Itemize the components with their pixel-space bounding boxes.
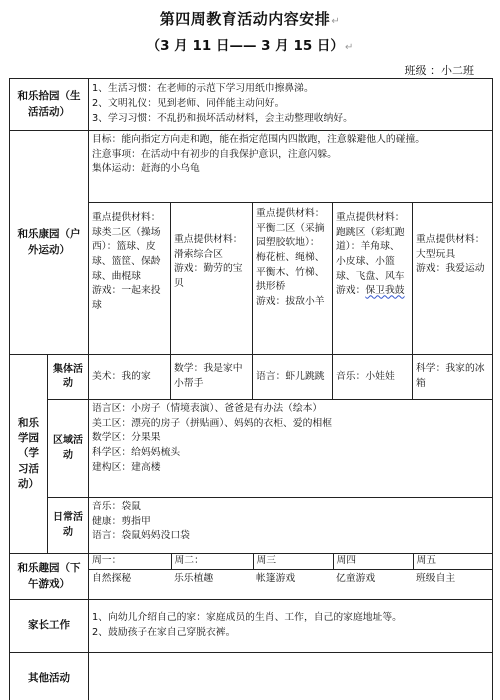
parents-row <box>10 600 493 653</box>
learning-area-label: 区域活动 <box>48 400 89 498</box>
games-day-4: 周四 <box>333 554 413 569</box>
outdoor-area-3 <box>253 203 333 355</box>
learning-group-cell-4: 音乐：小娃娃 <box>333 355 413 400</box>
learning-group-cell-2: 数学：我是家中小帮手 <box>171 355 253 400</box>
games-days <box>89 554 493 600</box>
learning-area-line-2: 美工区：漂亮的房子（拼贴画）、妈妈的衣柜、爱的相框 <box>92 417 333 429</box>
outdoor-area-4-game: 游戏：保卫我鼓 <box>336 285 405 297</box>
learning-daily-content <box>89 498 493 554</box>
life-content <box>89 79 493 131</box>
parents-line-2: 2、鼓励孩子在家自己穿脱衣裤。 <box>92 627 236 638</box>
outdoor-area-1 <box>89 203 171 355</box>
games-label: 和乐趣园（下午游戏） <box>10 554 89 600</box>
outdoor-area-2-game: 游戏：勤劳的宝贝 <box>174 263 243 290</box>
outdoor-goal: 目标：能向指定方向走和跑，能在指定范围内四散跑，注意躲避他人的碰撞。 <box>92 134 426 145</box>
learning-daily-line-3: 语言：袋鼠妈妈没口袋 <box>92 530 190 542</box>
life-item-1: 1、生活习惯：在老师的示范下学习用纸巾擦鼻涕。 <box>92 83 314 95</box>
games-day-2: 周二： <box>171 554 253 569</box>
games-days-table <box>89 554 493 588</box>
outdoor-area-1-materials: 重点提供材料：球类二区（操场西）：篮球、皮球、篮筐、保龄球、曲棍球 <box>92 212 161 282</box>
outdoor-goals <box>89 131 493 203</box>
learning-area-line-3: 数学区：分果果 <box>92 432 161 444</box>
outdoor-area-3-game: 游戏：拔敌小羊 <box>256 296 325 308</box>
outdoor-group: 集体运动：赶海的小乌龟 <box>92 163 200 175</box>
outdoor-note: 注意事项：在活动中有初步的自我保护意识，注意闪躲。 <box>92 148 337 160</box>
outdoor-area-1-game: 游戏：一起来投球 <box>92 285 161 312</box>
learning-area-row <box>10 400 493 498</box>
parents-line-1: 1、向幼儿介绍自己的家：家庭成员的生肖、工作，自己的家庭地址等。 <box>92 612 402 624</box>
learning-group-row <box>10 355 493 400</box>
games-activity-3: 帐篷游戏 <box>256 572 296 584</box>
learning-group-label: 集体活动 <box>48 355 89 400</box>
learning-area-line-4: 科学区：给妈妈梳头 <box>92 447 181 459</box>
learning-daily-row <box>10 498 493 554</box>
other-content <box>89 653 493 700</box>
life-item-3: 3、学习习惯：不乱扔和损坏活动材料，会主动整理收纳好。 <box>92 112 353 124</box>
page-title: 第四周教育活动内容安排↵ <box>159 10 341 28</box>
life-row <box>10 79 493 131</box>
games-day-5: 周五 <box>413 554 493 569</box>
parents-label: 家长工作 <box>10 600 89 653</box>
outdoor-area-2 <box>171 203 253 355</box>
learning-group-cell-3: 语言：虾儿跳跳 <box>253 355 333 400</box>
life-label: 和乐拾园（生活活动） <box>10 79 89 131</box>
games-day-1: 周一： <box>89 554 171 569</box>
other-row <box>10 653 493 700</box>
games-day-3: 周三 <box>253 554 333 569</box>
games-activity-5: 班级自主 <box>416 572 456 584</box>
learning-group-cell-5: 科学：我家的冰箱 <box>413 355 493 400</box>
class-label: 班级 ：小二班 <box>404 64 474 77</box>
outdoor-label: 和乐康园（户外运动） <box>10 131 89 355</box>
outdoor-area-4-materials: 重点提供材料：跑跳区（彩虹跑道）：羊角球、小皮球、小篮球、飞盘、风车 <box>336 212 405 282</box>
activity-plan-table <box>9 78 493 700</box>
outdoor-area-2-materials: 重点提供材料：滑索综合区 <box>174 234 243 260</box>
learning-label: 和乐学园（学习活动） <box>10 355 48 554</box>
games-activity-4: 亿童游戏 <box>336 572 376 584</box>
life-item-2: 2、文明礼仪：见到老师、同伴能主动问好。 <box>92 98 285 110</box>
learning-area-line-1: 语言区：小房子（情境表演）、爸爸是有办法（绘本） <box>92 403 323 414</box>
learning-group-cell-1: 美术：我的家 <box>89 355 171 400</box>
date-range: （3 月 11 日—— 3 月 15 日）↵ <box>146 38 354 54</box>
games-activity-1: 自然探秘 <box>92 572 132 584</box>
games-row <box>10 554 493 600</box>
outdoor-area-4 <box>333 203 413 355</box>
learning-daily-line-1: 音乐：袋鼠 <box>92 501 141 512</box>
learning-area-content <box>89 400 493 498</box>
outdoor-area-3-materials: 重点提供材料：平衡二区（采摘园塑胶软地）：梅花桩、绳梯、平衡木、竹梯、拱形桥 <box>256 208 325 293</box>
outdoor-area-5-game: 游戏：我爱运动 <box>416 263 485 275</box>
other-label: 其他活动 <box>10 653 89 700</box>
games-activity-2: 乐乐植趣 <box>174 572 214 584</box>
outdoor-area-5-materials: 重点提供材料：大型玩具 <box>416 234 485 260</box>
parents-content <box>89 600 493 653</box>
outdoor-area-5 <box>413 203 493 355</box>
learning-area-line-5: 建构区：建高楼 <box>92 461 161 473</box>
learning-daily-label: 日常活动 <box>48 498 89 554</box>
outdoor-goal-row <box>10 131 493 203</box>
learning-daily-line-2: 健康：剪指甲 <box>92 515 151 527</box>
